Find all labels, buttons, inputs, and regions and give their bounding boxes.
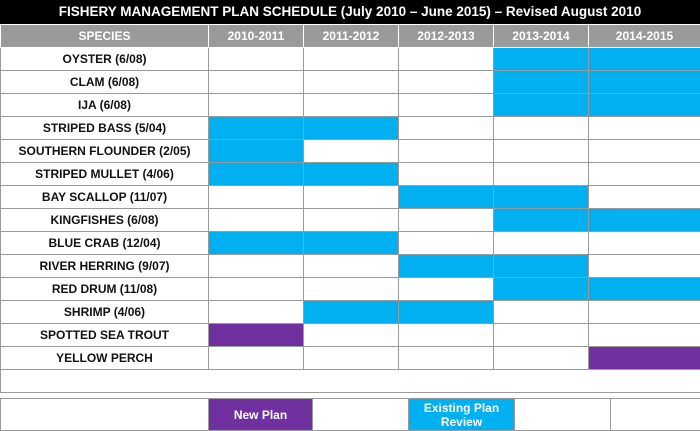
empty-schedule-cell <box>304 71 399 94</box>
existing-plan-review-cell <box>304 301 399 324</box>
year-column-header: 2013-2014 <box>494 25 589 48</box>
existing-plan-review-cell <box>399 186 494 209</box>
empty-schedule-cell <box>589 255 700 278</box>
existing-plan-review-cell <box>494 94 589 117</box>
species-cell: OYSTER (6/08) <box>1 48 209 71</box>
empty-schedule-cell <box>589 324 700 347</box>
empty-schedule-cell <box>494 301 589 324</box>
empty-schedule-cell <box>209 278 304 301</box>
species-cell: RED DRUM (11/08) <box>1 278 209 301</box>
existing-plan-review-cell <box>589 209 700 232</box>
schedule-table <box>0 24 700 393</box>
empty-schedule-cell <box>399 324 494 347</box>
empty-schedule-cell <box>399 140 494 163</box>
empty-schedule-cell <box>209 209 304 232</box>
existing-plan-review-cell <box>209 117 304 140</box>
species-cell: KINGFISHES (6/08) <box>1 209 209 232</box>
table-row <box>1 347 700 370</box>
legend <box>0 398 700 431</box>
existing-plan-review-cell <box>494 278 589 301</box>
existing-plan-review-cell <box>399 255 494 278</box>
species-cell: BLUE CRAB (12/04) <box>1 232 209 255</box>
existing-plan-review-cell <box>209 232 304 255</box>
new-plan-cell <box>589 347 700 370</box>
existing-plan-review-cell <box>494 71 589 94</box>
year-column-header: 2014-2015 <box>589 25 700 48</box>
year-column-header: 2012-2013 <box>399 25 494 48</box>
legend-spacer <box>313 399 409 431</box>
table-row <box>1 163 700 186</box>
existing-plan-review-cell <box>589 94 700 117</box>
empty-schedule-cell <box>399 209 494 232</box>
existing-plan-review-cell <box>589 278 700 301</box>
empty-schedule-cell <box>589 140 700 163</box>
empty-schedule-cell <box>399 232 494 255</box>
species-cell: BAY SCALLOP (11/07) <box>1 186 209 209</box>
existing-plan-review-cell <box>209 140 304 163</box>
header-row <box>1 25 700 48</box>
table-row <box>1 117 700 140</box>
empty-schedule-cell <box>399 163 494 186</box>
schedule-title: FISHERY MANAGEMENT PLAN SCHEDULE (July 2010 – June 2015) – Revised August 2010 <box>0 0 700 24</box>
empty-schedule-cell <box>304 278 399 301</box>
legend-spacer <box>611 399 700 431</box>
new-plan-cell <box>209 324 304 347</box>
empty-schedule-cell <box>399 94 494 117</box>
species-cell: SPOTTED SEA TROUT <box>1 324 209 347</box>
species-column-header: SPECIES <box>1 25 209 48</box>
empty-schedule-cell <box>304 347 399 370</box>
empty-schedule-cell <box>494 232 589 255</box>
empty-schedule-cell <box>209 94 304 117</box>
empty-schedule-cell <box>494 324 589 347</box>
empty-schedule-cell <box>399 347 494 370</box>
empty-schedule-cell <box>209 48 304 71</box>
table-row <box>1 278 700 301</box>
species-cell: STRIPED BASS (5/04) <box>1 117 209 140</box>
table-row <box>1 94 700 117</box>
empty-schedule-cell <box>589 117 700 140</box>
table-row <box>1 209 700 232</box>
table-row <box>1 48 700 71</box>
legend-spacer <box>515 399 611 431</box>
species-cell: YELLOW PERCH <box>1 347 209 370</box>
empty-schedule-cell <box>494 117 589 140</box>
existing-plan-review-cell <box>209 163 304 186</box>
species-cell: RIVER HERRING (9/07) <box>1 255 209 278</box>
species-cell: CLAM (6/08) <box>1 71 209 94</box>
year-column-header: 2011-2012 <box>304 25 399 48</box>
existing-plan-review-cell <box>304 117 399 140</box>
species-cell: SHRIMP (4/06) <box>1 301 209 324</box>
schedule-body <box>1 48 700 393</box>
empty-schedule-cell <box>304 186 399 209</box>
empty-schedule-cell <box>209 347 304 370</box>
empty-schedule-cell <box>589 186 700 209</box>
table-row <box>1 186 700 209</box>
existing-plan-review-cell <box>494 48 589 71</box>
existing-plan-review-cell <box>304 232 399 255</box>
empty-schedule-cell <box>304 140 399 163</box>
existing-plan-review-cell <box>304 163 399 186</box>
legend-spacer <box>1 399 209 431</box>
existing-plan-review-cell <box>399 301 494 324</box>
existing-plan-review-cell <box>589 48 700 71</box>
empty-schedule-cell <box>399 117 494 140</box>
existing-plan-review-cell <box>494 186 589 209</box>
legend-existing-plan-review: Existing Plan Review <box>409 399 515 431</box>
empty-schedule-cell <box>209 255 304 278</box>
empty-schedule-cell <box>399 48 494 71</box>
empty-schedule-cell <box>304 94 399 117</box>
year-column-header: 2010-2011 <box>209 25 304 48</box>
table-row <box>1 140 700 163</box>
empty-schedule-cell <box>589 301 700 324</box>
table-row <box>1 324 700 347</box>
empty-schedule-cell <box>399 278 494 301</box>
empty-schedule-cell <box>209 71 304 94</box>
existing-plan-review-cell <box>589 71 700 94</box>
existing-plan-review-cell <box>494 255 589 278</box>
empty-schedule-cell <box>589 232 700 255</box>
empty-schedule-cell <box>304 48 399 71</box>
legend-new-plan: New Plan <box>209 399 313 431</box>
empty-schedule-cell <box>209 186 304 209</box>
empty-schedule-cell <box>209 301 304 324</box>
empty-schedule-cell <box>304 255 399 278</box>
table-row <box>1 232 700 255</box>
empty-schedule-cell <box>399 71 494 94</box>
species-cell: IJA (6/08) <box>1 94 209 117</box>
blank-row <box>1 370 700 393</box>
table-row <box>1 255 700 278</box>
species-cell: SOUTHERN FLOUNDER (2/05) <box>1 140 209 163</box>
table-row <box>1 301 700 324</box>
empty-schedule-cell <box>494 347 589 370</box>
blank-row-cell <box>1 370 700 393</box>
empty-schedule-cell <box>304 209 399 232</box>
species-cell: STRIPED MULLET (4/06) <box>1 163 209 186</box>
empty-schedule-cell <box>494 140 589 163</box>
empty-schedule-cell <box>589 163 700 186</box>
existing-plan-review-cell <box>494 209 589 232</box>
table-row <box>1 71 700 94</box>
empty-schedule-cell <box>494 163 589 186</box>
empty-schedule-cell <box>304 324 399 347</box>
